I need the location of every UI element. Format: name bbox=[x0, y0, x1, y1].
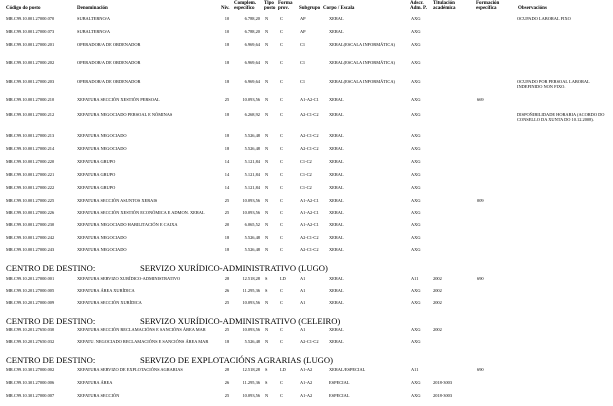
cell-complemento: 5.121,84 bbox=[244, 172, 260, 177]
cell-subgrupo: A1 bbox=[300, 288, 306, 293]
table-row bbox=[0, 289, 613, 300]
cell-forma: C bbox=[280, 222, 283, 227]
cell-tipo: N bbox=[265, 16, 269, 21]
table-row bbox=[0, 211, 613, 222]
header-formacion: Formación específica bbox=[476, 1, 500, 12]
header-denominacion: Denominación bbox=[77, 6, 108, 11]
cell-forma: C bbox=[280, 133, 283, 138]
cell-tipo: N bbox=[265, 146, 269, 151]
cell-adscripcion: AXG bbox=[411, 210, 421, 215]
cell-corpo: XERAL bbox=[329, 133, 344, 138]
cell-subgrupo: A2-C1-C2 bbox=[300, 339, 319, 344]
cell-denominacion: OPERADOR/A DE ORDENADOR bbox=[77, 42, 141, 47]
cell-codigo: MR.C99.10.301.27000.002 bbox=[6, 367, 55, 372]
cell-corpo: ESPECIAL bbox=[329, 380, 350, 385]
cell-subgrupo: AP bbox=[300, 16, 306, 21]
cell-corpo: XERAL bbox=[329, 327, 344, 332]
table-row bbox=[0, 186, 613, 197]
cell-corpo: XERAL bbox=[329, 146, 344, 151]
cell-nivel: 18 bbox=[224, 247, 230, 252]
cell-subgrupo: A1-A2-C1 bbox=[300, 210, 319, 215]
header-tipo: Tipo posto bbox=[264, 1, 276, 12]
cell-corpo: XERAL bbox=[329, 112, 344, 117]
cell-tipo: N bbox=[265, 112, 269, 117]
cell-tipo: S bbox=[265, 276, 268, 281]
cell-tipo: N bbox=[265, 235, 269, 240]
cell-tipo: N bbox=[265, 339, 269, 344]
cell-adscripcion: AXG bbox=[411, 172, 421, 177]
cell-titulacion: 2002 bbox=[433, 276, 442, 281]
cell-adscripcion: AXG bbox=[411, 327, 421, 332]
table-row bbox=[0, 277, 613, 288]
cell-forma: C bbox=[280, 288, 283, 293]
cell-tipo: N bbox=[265, 393, 269, 398]
cell-denominacion: SUBALTERNO/A bbox=[77, 16, 111, 21]
cell-adscripcion: AXG bbox=[411, 60, 421, 65]
cell-forma: LD bbox=[280, 367, 286, 372]
cell-tipo: S bbox=[265, 367, 268, 372]
cell-subgrupo: AP bbox=[300, 29, 306, 34]
table-row bbox=[0, 17, 613, 28]
cell-nivel: 18 bbox=[224, 112, 230, 117]
cell-complemento: 6.969,64 bbox=[244, 42, 260, 47]
cell-forma: C bbox=[280, 97, 283, 102]
cell-denominacion: XEFATURA SERVIZO DE EXPLOTACIÓNS AGRARIAS bbox=[77, 367, 183, 372]
cell-codigo: MR.C99.10.201.27000.001 bbox=[6, 276, 55, 281]
cell-corpo: XERAL bbox=[329, 185, 344, 190]
cell-complemento: 6.065,52 bbox=[244, 222, 260, 227]
table-row bbox=[0, 368, 613, 379]
cell-nivel: 18 bbox=[224, 60, 230, 65]
cell-codigo: MR.C99.10.001.27000.242 bbox=[6, 235, 55, 240]
table-row bbox=[0, 80, 613, 91]
cell-subgrupo: A1 bbox=[300, 327, 306, 332]
cell-formacion: 690 bbox=[477, 367, 484, 372]
cell-denominacion: XEFATURA NEGOCIADO bbox=[77, 133, 127, 138]
cell-tipo: N bbox=[265, 300, 269, 305]
cell-observacions: OCUPADO LABORAL FIXO bbox=[517, 16, 571, 21]
cell-forma: C bbox=[280, 327, 283, 332]
cell-corpo: XERAL bbox=[329, 159, 344, 164]
cell-subgrupo: A1-A2-C1 bbox=[300, 198, 319, 203]
cell-denominacion: XEFATURA NEGOCIADO bbox=[77, 146, 127, 151]
cell-codigo: MR.C99.10.301.27000.006 bbox=[6, 380, 55, 385]
cell-corpo: XERAL bbox=[329, 222, 344, 227]
cell-adscripcion: AXG bbox=[411, 339, 421, 344]
cell-codigo: MR.C99.10.001.27000.222 bbox=[6, 185, 55, 190]
cell-complemento: 10.093,56 bbox=[242, 393, 260, 398]
table-row bbox=[0, 98, 613, 109]
cell-complemento: 6.268,92 bbox=[244, 112, 260, 117]
cell-denominacion: XEFATURA SECCIÓN XESTIÓN PERSOAL bbox=[77, 97, 160, 102]
cell-codigo: MR.C99.10.201.27000.005 bbox=[6, 288, 55, 293]
cell-subgrupo: C1 bbox=[300, 60, 306, 65]
cell-subgrupo: A1-A2 bbox=[300, 380, 313, 385]
cell-nivel: 18 bbox=[224, 133, 230, 138]
cell-corpo: XERAL(ESCALA INFORMÁTICA) bbox=[329, 60, 395, 65]
cell-forma: C bbox=[280, 112, 283, 117]
cell-forma: C bbox=[280, 29, 283, 34]
cell-complemento: 6.788,20 bbox=[244, 16, 260, 21]
cell-corpo: ESPECIAL bbox=[329, 393, 350, 398]
cell-denominacion: XEFATURA SECCIÓN XURÍDICA bbox=[77, 300, 142, 305]
cell-forma: C bbox=[280, 16, 283, 21]
cell-forma: C bbox=[280, 159, 283, 164]
cell-codigo: MR.C99.10.001.27000.202 bbox=[6, 60, 55, 65]
cell-codigo: MR.C99.10.201.27650.032 bbox=[6, 339, 55, 344]
cell-complemento: 5.121,84 bbox=[244, 159, 260, 164]
cell-nivel: 18 bbox=[224, 339, 230, 344]
cell-complemento: 12.518,28 bbox=[242, 367, 260, 372]
cell-tipo: N bbox=[265, 198, 269, 203]
cell-denominacion: XEFATURA ÁREA XURÍDICA bbox=[77, 288, 135, 293]
cell-codigo: MR.C99.10.001.27000.070 bbox=[6, 16, 55, 21]
cell-tipo: N bbox=[265, 222, 269, 227]
cell-adscripcion: AXG bbox=[411, 288, 421, 293]
header-niv: Nív. bbox=[221, 6, 230, 11]
cell-nivel: 20 bbox=[224, 222, 230, 227]
cell-denominacion: XEFATU. NEGOCIADO RECLAMACIÓNS E SANCIÓNS ÁREA MAR bbox=[77, 339, 209, 344]
section-label: CENTRO DE DESTINO: bbox=[6, 355, 96, 365]
cell-forma: C bbox=[280, 172, 283, 177]
cell-forma: LD bbox=[280, 276, 286, 281]
cell-forma: C bbox=[280, 210, 283, 215]
cell-denominacion: OPERADOR/A DE ORDENADOR bbox=[77, 60, 141, 65]
cell-tipo: N bbox=[265, 327, 269, 332]
cell-complemento: 11.295,36 bbox=[242, 288, 260, 293]
section-label: CENTRO DE DESTINO: bbox=[6, 263, 96, 273]
cell-adscripcion: AXG bbox=[411, 42, 421, 47]
header-observacions: Observacións bbox=[518, 6, 547, 11]
cell-denominacion: XEFATURA NEGOCIADO bbox=[77, 247, 127, 252]
cell-complemento: 5.526,48 bbox=[244, 339, 260, 344]
cell-adscripcion: AXG bbox=[411, 185, 421, 190]
header-forma: Forma prov. bbox=[278, 1, 293, 12]
cell-nivel: 14 bbox=[224, 159, 230, 164]
cell-denominacion: OPERADOR/A DE ORDENADOR bbox=[77, 79, 141, 84]
cell-corpo: XERAL bbox=[329, 288, 344, 293]
cell-subgrupo: C1-C2 bbox=[300, 172, 312, 177]
cell-denominacion: XEFATURA NEGOCIADO HABILITACIÓN E CAIXA bbox=[77, 222, 178, 227]
header-corpo: Corpo / Escala bbox=[323, 6, 355, 11]
cell-codigo: MR.C99.10.001.27000.201 bbox=[6, 42, 55, 47]
cell-codigo: MR.C99.10.301.27000.007 bbox=[6, 393, 55, 398]
table-row bbox=[0, 381, 613, 392]
cell-nivel: 14 bbox=[224, 172, 230, 177]
cell-corpo: XERAL bbox=[329, 339, 344, 344]
cell-tipo: N bbox=[265, 210, 269, 215]
table-row bbox=[0, 236, 613, 247]
cell-codigo: MR.C99.10.001.27000.220 bbox=[6, 159, 55, 164]
cell-subgrupo: A2-C1-C2 bbox=[300, 235, 319, 240]
cell-complemento: 5.121,84 bbox=[244, 185, 260, 190]
cell-corpo: XERAL bbox=[329, 235, 344, 240]
cell-subgrupo: A2-C1-C2 bbox=[300, 146, 319, 151]
cell-nivel: 18 bbox=[224, 79, 230, 84]
cell-corpo: XERAL bbox=[329, 29, 344, 34]
cell-corpo: XERAL bbox=[329, 16, 344, 21]
cell-titulacion: 2018-3003 bbox=[433, 393, 453, 398]
cell-codigo: MR.C99.10.201.27650.030 bbox=[6, 327, 55, 332]
cell-adscripcion: AXG bbox=[411, 112, 421, 117]
cell-complemento: 5.526,48 bbox=[244, 146, 260, 151]
cell-adscripcion: AXG bbox=[411, 393, 421, 398]
cell-forma: C bbox=[280, 380, 283, 385]
cell-subgrupo: A1 bbox=[300, 300, 306, 305]
cell-adscripcion: AXG bbox=[411, 16, 421, 21]
table-row bbox=[0, 147, 613, 158]
cell-titulacion: 2002 bbox=[433, 327, 442, 332]
cell-denominacion: XEFATURA SECCIÓN bbox=[77, 393, 120, 398]
cell-denominacion: XEFATURA NEGOCIADO PERSOAL E NÓMINAS bbox=[77, 112, 173, 117]
cell-codigo: MR.C99.10.001.27000.226 bbox=[6, 210, 55, 215]
cell-corpo: XERAL/ESPECIAL bbox=[329, 367, 366, 372]
cell-corpo: XERAL bbox=[329, 210, 344, 215]
cell-denominacion: XEFATURA SERVIZO XURÍDICO-ADMINISTRATIVO bbox=[77, 276, 181, 281]
cell-nivel: 28 bbox=[224, 276, 230, 281]
cell-forma: C bbox=[280, 235, 283, 240]
cell-corpo: XERAL bbox=[329, 97, 344, 102]
cell-corpo: XERAL(ESCALA INFORMÁTICA) bbox=[329, 42, 395, 47]
cell-forma: C bbox=[280, 300, 283, 305]
header-codigo: Código do posto bbox=[6, 6, 41, 11]
cell-nivel: 14 bbox=[224, 185, 230, 190]
cell-formacion: 690 bbox=[477, 276, 484, 281]
header-subgrupo: Subgrupo bbox=[299, 6, 321, 11]
cell-complemento: 10.093,56 bbox=[242, 97, 260, 102]
cell-nivel: 28 bbox=[224, 367, 230, 372]
cell-observacions: DISPOÑIBILIDADE HORARIA (ACORDO DO CONSELLO DA XUNTA DO 10.12.2008). bbox=[517, 112, 605, 122]
cell-tipo: S bbox=[265, 380, 268, 385]
cell-formacion: 009 bbox=[477, 198, 484, 203]
table-row bbox=[0, 340, 613, 351]
cell-codigo: MR.C99.10.001.27000.221 bbox=[6, 172, 55, 177]
table-row bbox=[0, 248, 613, 259]
cell-adscripcion: AXG bbox=[411, 300, 421, 305]
cell-adscripcion: AXG bbox=[411, 222, 421, 227]
cell-corpo: XERAL bbox=[329, 300, 344, 305]
cell-forma: C bbox=[280, 247, 283, 252]
cell-tipo: S bbox=[265, 288, 268, 293]
cell-denominacion: XEFATURA GRUPO bbox=[77, 159, 116, 164]
table-row bbox=[0, 199, 613, 210]
cell-nivel: 10 bbox=[224, 16, 230, 21]
table-row bbox=[0, 113, 613, 124]
table-row bbox=[0, 173, 613, 184]
cell-subgrupo: C1-C2 bbox=[300, 159, 312, 164]
cell-subgrupo: A2-C1-C2 bbox=[300, 247, 319, 252]
cell-subgrupo: C1-C2 bbox=[300, 185, 312, 190]
cell-subgrupo: A2-C1-C2 bbox=[300, 112, 319, 117]
section-name: SERVIZO XURÍDICO-ADMINISTRATIVO (LUGO) bbox=[140, 263, 328, 273]
cell-nivel: 10 bbox=[224, 29, 230, 34]
cell-corpo: XERAL bbox=[329, 198, 344, 203]
cell-tipo: N bbox=[265, 133, 269, 138]
cell-subgrupo: C1 bbox=[300, 42, 306, 47]
cell-codigo: MR.C99.10.001.27000.210 bbox=[6, 97, 55, 102]
cell-denominacion: XEFATURA GRUPO bbox=[77, 172, 116, 177]
table-row bbox=[0, 223, 613, 234]
cell-codigo: MR.C99.10.001.27000.214 bbox=[6, 146, 55, 151]
cell-adscripcion: A11 bbox=[411, 367, 419, 372]
cell-titulacion: 2018-3003 bbox=[433, 380, 453, 385]
cell-subgrupo: A1-A2-C1 bbox=[300, 222, 319, 227]
cell-adscripcion: AXG bbox=[411, 380, 421, 385]
cell-forma: C bbox=[280, 185, 283, 190]
cell-complemento: 6.969,64 bbox=[244, 60, 260, 65]
cell-tipo: N bbox=[265, 247, 269, 252]
cell-adscripcion: AXG bbox=[411, 29, 421, 34]
cell-codigo: MR.C99.10.001.27000.243 bbox=[6, 247, 55, 252]
cell-adscripcion: AXG bbox=[411, 198, 421, 203]
cell-nivel: 25 bbox=[224, 393, 230, 398]
cell-adscripcion: AXG bbox=[411, 146, 421, 151]
table-header bbox=[0, 0, 613, 14]
cell-forma: C bbox=[280, 198, 283, 203]
cell-codigo: MR.C99.10.001.27000.073 bbox=[6, 29, 55, 34]
cell-tipo: N bbox=[265, 29, 269, 34]
cell-complemento: 5.526,48 bbox=[244, 133, 260, 138]
cell-tipo: N bbox=[265, 60, 269, 65]
cell-adscripcion: A11 bbox=[411, 276, 419, 281]
cell-complemento: 5.526,48 bbox=[244, 247, 260, 252]
table-row bbox=[0, 160, 613, 171]
cell-complemento: 6.788,20 bbox=[244, 29, 260, 34]
cell-formacion: 669 bbox=[477, 97, 484, 102]
cell-tipo: N bbox=[265, 79, 269, 84]
cell-nivel: 18 bbox=[224, 235, 230, 240]
table-row bbox=[0, 61, 613, 72]
cell-codigo: MR.C99.10.001.27000.203 bbox=[6, 79, 55, 84]
cell-forma: C bbox=[280, 339, 283, 344]
table-row bbox=[0, 30, 613, 41]
table-row bbox=[0, 394, 613, 405]
cell-forma: C bbox=[280, 60, 283, 65]
cell-adscripcion: AXG bbox=[411, 97, 421, 102]
cell-denominacion: XEFATURA SECCIÓN XESTIÓN ECONÓMICA E ADMON. XERAL bbox=[77, 210, 205, 215]
cell-adscripcion: AXG bbox=[411, 235, 421, 240]
table-row bbox=[0, 134, 613, 145]
cell-tipo: N bbox=[265, 185, 269, 190]
cell-denominacion: XEFATURA NEGOCIADO bbox=[77, 235, 127, 240]
cell-nivel: 25 bbox=[224, 198, 230, 203]
section-name: SERVIZO XURÍDICO-ADMINISTRATIVO (CELEIRO) bbox=[140, 316, 341, 326]
cell-nivel: 26 bbox=[224, 288, 230, 293]
cell-adscripcion: AXG bbox=[411, 159, 421, 164]
cell-forma: C bbox=[280, 146, 283, 151]
cell-complemento: 11.295,36 bbox=[242, 380, 260, 385]
cell-observacions: OCUPADO POR PERSOAL LABORAL INDEFINIDO NON FIXO. bbox=[517, 79, 590, 89]
cell-codigo: MR.C99.10.001.27000.230 bbox=[6, 222, 55, 227]
cell-complemento: 10.093,56 bbox=[242, 198, 260, 203]
cell-tipo: N bbox=[265, 159, 269, 164]
cell-nivel: 18 bbox=[224, 146, 230, 151]
cell-codigo: MR.C99.10.201.27000.009 bbox=[6, 300, 55, 305]
cell-denominacion: XEFATURA ÁREA bbox=[77, 380, 113, 385]
section-name: SERVIZO DE EXPLOTACIÓNS AGRARIAS (LUGO) bbox=[140, 355, 333, 365]
cell-denominacion: XEFATURA SECCIÓN ASUNTOS XERAIS bbox=[77, 198, 158, 203]
header-titulacion: Titulación académica bbox=[433, 1, 456, 12]
table-row bbox=[0, 43, 613, 54]
cell-nivel: 25 bbox=[224, 300, 230, 305]
cell-subgrupo: A2-C1-C2 bbox=[300, 133, 319, 138]
cell-complemento: 5.526,48 bbox=[244, 235, 260, 240]
cell-adscripcion: AXG bbox=[411, 79, 421, 84]
cell-codigo: MR.C99.10.001.27000.213 bbox=[6, 133, 55, 138]
cell-complemento: 10.093,56 bbox=[242, 300, 260, 305]
cell-complemento: 10.093,56 bbox=[242, 210, 260, 215]
cell-denominacion: XEFATURA GRUPO bbox=[77, 185, 116, 190]
cell-corpo: XERAL bbox=[329, 172, 344, 177]
cell-adscripcion: AXG bbox=[411, 133, 421, 138]
cell-subgrupo: A1 bbox=[300, 276, 306, 281]
header-complem: Complem. específico bbox=[234, 1, 257, 12]
table-row bbox=[0, 301, 613, 312]
cell-adscripcion: AXG bbox=[411, 247, 421, 252]
cell-complemento: 6.969,64 bbox=[244, 79, 260, 84]
cell-nivel: 25 bbox=[224, 210, 230, 215]
table-row bbox=[0, 328, 613, 339]
cell-nivel: 25 bbox=[224, 97, 230, 102]
cell-titulacion: 2002 bbox=[433, 300, 442, 305]
cell-forma: C bbox=[280, 393, 283, 398]
cell-denominacion: SUBALTERNO/A bbox=[77, 29, 111, 34]
cell-subgrupo: A1-A2-C1 bbox=[300, 97, 319, 102]
cell-complemento: 10.093,56 bbox=[242, 327, 260, 332]
cell-forma: C bbox=[280, 42, 283, 47]
header-adscr: Adscr. Adm. P. bbox=[410, 1, 427, 12]
cell-nivel: 25 bbox=[224, 327, 230, 332]
cell-subgrupo: A1-A2 bbox=[300, 367, 313, 372]
cell-titulacion: 2002 bbox=[433, 288, 442, 293]
cell-codigo: MR.C99.10.001.27000.212 bbox=[6, 112, 55, 117]
cell-subgrupo: C1 bbox=[300, 79, 306, 84]
cell-tipo: N bbox=[265, 172, 269, 177]
cell-subgrupo: A1-A2 bbox=[300, 393, 313, 398]
cell-tipo: N bbox=[265, 97, 269, 102]
cell-nivel: 18 bbox=[224, 42, 230, 47]
cell-codigo: MR.C99.10.001.27000.225 bbox=[6, 198, 55, 203]
cell-tipo: N bbox=[265, 42, 269, 47]
cell-denominacion: XEFATURA SECCIÓN RECLAMACIÓNS E SANCIÓNS ÁREA MAR bbox=[77, 327, 206, 332]
section-label: CENTRO DE DESTINO: bbox=[6, 316, 96, 326]
cell-forma: C bbox=[280, 79, 283, 84]
cell-nivel: 26 bbox=[224, 380, 230, 385]
cell-corpo: XERAL bbox=[329, 276, 344, 281]
cell-corpo: XERAL(ESCALA INFORMÁTICA) bbox=[329, 79, 395, 84]
cell-complemento: 12.518,28 bbox=[242, 276, 260, 281]
cell-corpo: XERAL bbox=[329, 247, 344, 252]
